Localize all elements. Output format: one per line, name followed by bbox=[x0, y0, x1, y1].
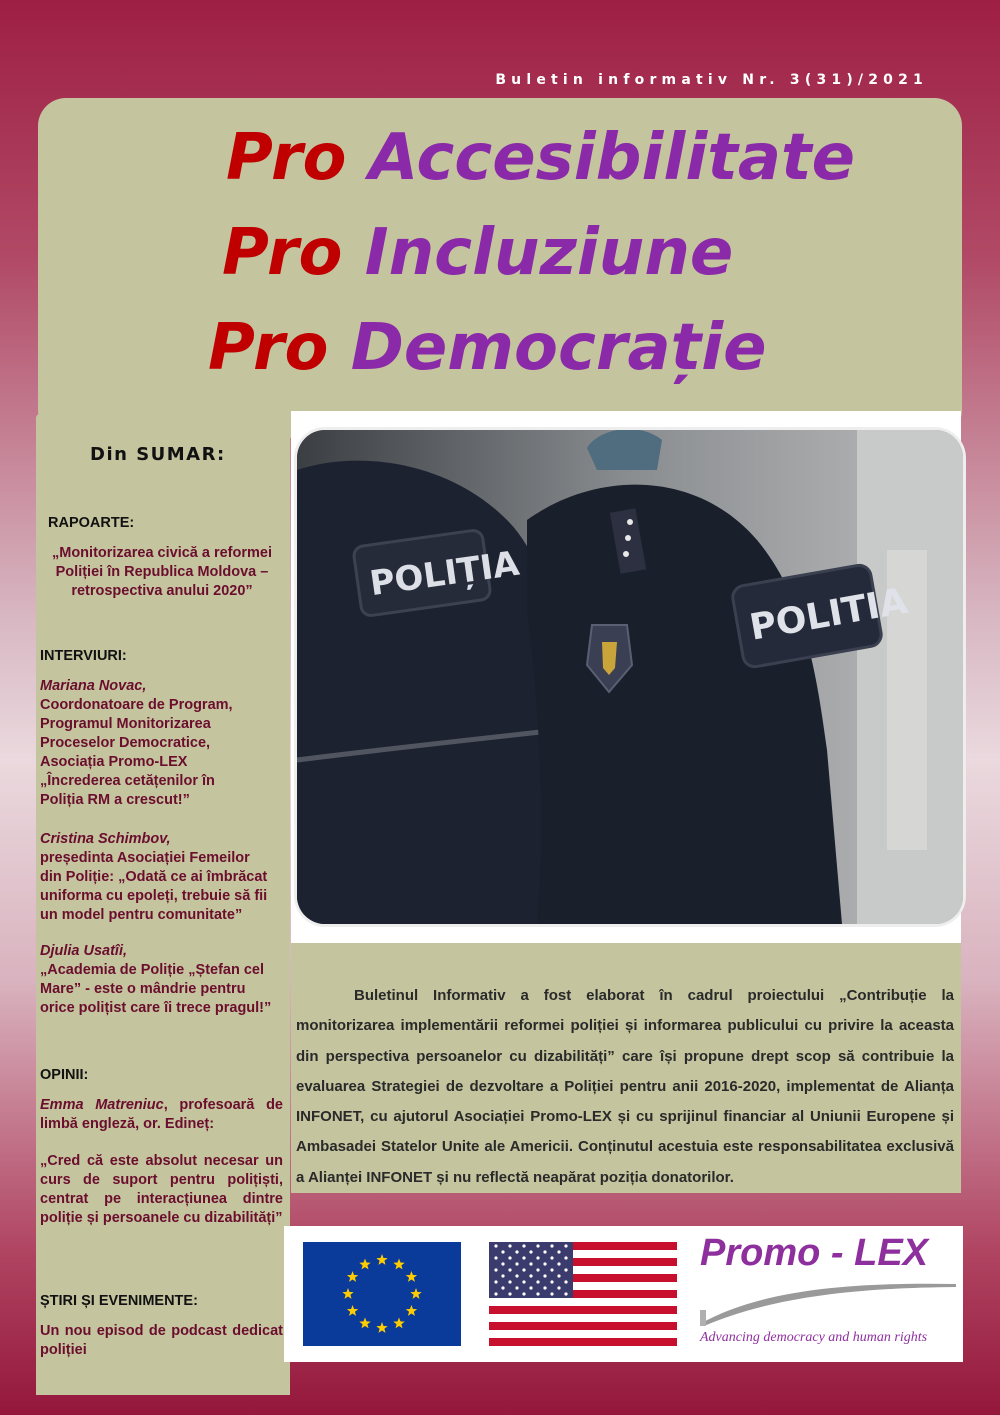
opinion-quote: „Cred că este absolut necesar un curs de suport pentru polițiști, centrat pe interacțiunea dintre poliție și persoanele cu dizabilități” bbox=[40, 1153, 283, 1226]
us-star bbox=[536, 1244, 539, 1247]
us-star bbox=[550, 1256, 553, 1259]
us-stripe bbox=[489, 1298, 677, 1306]
interview-3-line-3: orice polițist care îi trece pragul!” bbox=[40, 1000, 272, 1016]
us-star bbox=[536, 1280, 539, 1283]
us-star bbox=[522, 1244, 525, 1247]
sidebar-heading: Din SUMAR: bbox=[90, 444, 226, 465]
interview-item-2 bbox=[40, 830, 290, 925]
us-star bbox=[494, 1268, 497, 1271]
us-star bbox=[494, 1280, 497, 1283]
opinion-name: Emma Matreniuc bbox=[40, 1097, 164, 1113]
eu-flag-icon bbox=[303, 1242, 461, 1346]
us-star bbox=[536, 1256, 539, 1259]
us-star bbox=[515, 1262, 518, 1265]
badge-left-text: POLIȚIA bbox=[367, 543, 522, 605]
us-star bbox=[557, 1274, 560, 1277]
us-star bbox=[515, 1250, 518, 1253]
interview-1-line-6: Poliția RM a crescut!” bbox=[40, 792, 190, 808]
police-photo bbox=[297, 430, 963, 924]
us-star bbox=[543, 1274, 546, 1277]
us-star bbox=[529, 1262, 532, 1265]
interview-1-line-3: Proceselor Democratice, bbox=[40, 735, 211, 751]
interview-1-line-1: Coordonatoare de Program, bbox=[40, 697, 233, 713]
title-pro-1: Pro bbox=[226, 121, 347, 195]
interview-1-line-5: „Încrederea cetățenilor în bbox=[40, 773, 215, 789]
us-star bbox=[564, 1280, 567, 1283]
us-star bbox=[529, 1286, 532, 1289]
us-star bbox=[522, 1268, 525, 1271]
us-star bbox=[508, 1256, 511, 1259]
us-star bbox=[564, 1292, 567, 1295]
rapoarte-text: „Monitorizarea civică a reformei Poliției în Republica Moldova – retrospectiva anului 2020” bbox=[52, 545, 272, 599]
us-star bbox=[522, 1292, 525, 1295]
opinion-author bbox=[40, 1096, 283, 1134]
title-pro-3: Pro bbox=[208, 311, 329, 385]
us-star bbox=[529, 1250, 532, 1253]
interview-1-line-4: Asociația Promo-LEX bbox=[40, 754, 188, 770]
us-star bbox=[564, 1268, 567, 1271]
title-line-2 bbox=[222, 215, 733, 291]
section-label-opinii: OPINII: bbox=[40, 1067, 89, 1083]
us-star bbox=[557, 1286, 560, 1289]
us-star bbox=[564, 1244, 567, 1247]
us-star bbox=[543, 1250, 546, 1253]
interview-item-3 bbox=[40, 942, 290, 1018]
us-star bbox=[564, 1256, 567, 1259]
interview-2-line-1: președinta Asociației Femeilor bbox=[40, 850, 250, 866]
us-flag-icon bbox=[489, 1242, 677, 1346]
interview-name-2: Cristina Schimbov, bbox=[40, 831, 171, 847]
opinion-role: , profesoară de limbă engleză, or. Edineț: bbox=[40, 1097, 283, 1132]
us-star bbox=[508, 1292, 511, 1295]
interview-3-line-1: „Academia de Poliție „Ștefan cel bbox=[40, 962, 265, 978]
us-star bbox=[494, 1244, 497, 1247]
us-star bbox=[550, 1292, 553, 1295]
us-star bbox=[508, 1268, 511, 1271]
us-star bbox=[522, 1256, 525, 1259]
us-stripe bbox=[489, 1306, 677, 1314]
us-star bbox=[550, 1244, 553, 1247]
us-star bbox=[543, 1286, 546, 1289]
police-illustration bbox=[297, 430, 963, 924]
us-star bbox=[515, 1274, 518, 1277]
section-label-rapoarte: RAPOARTE: bbox=[48, 515, 135, 531]
us-star bbox=[501, 1286, 504, 1289]
interview-name-3: Djulia Usatîi, bbox=[40, 943, 128, 959]
issue-number: Buletin informativ Nr. 3(31)/2021 bbox=[495, 72, 928, 88]
title-pro-2: Pro bbox=[222, 216, 343, 290]
us-star bbox=[557, 1262, 560, 1265]
interview-2-line-2: din Poliție: „Odată ce ai îmbrăcat bbox=[40, 869, 268, 885]
us-star bbox=[529, 1274, 532, 1277]
us-star bbox=[508, 1244, 511, 1247]
us-star bbox=[501, 1262, 504, 1265]
us-star bbox=[536, 1268, 539, 1271]
us-stripe bbox=[489, 1330, 677, 1338]
us-star bbox=[550, 1268, 553, 1271]
us-stripe bbox=[489, 1314, 677, 1322]
us-star bbox=[550, 1280, 553, 1283]
title-word-2: Incluziune bbox=[364, 216, 734, 290]
section-label-stiri: ȘTIRI ȘI EVENIMENTE: bbox=[40, 1293, 198, 1309]
us-star bbox=[501, 1250, 504, 1253]
promo-lex-logo-name: Promo - LEX bbox=[700, 1232, 929, 1274]
title-line-1 bbox=[226, 120, 855, 196]
title-word-3: Democrație bbox=[350, 311, 767, 385]
interview-item-1 bbox=[40, 677, 286, 810]
section-label-interviuri: INTERVIURI: bbox=[40, 648, 127, 664]
us-star bbox=[501, 1274, 504, 1277]
us-stripe bbox=[489, 1338, 677, 1346]
badge-right-text: POLITIA bbox=[746, 580, 911, 649]
promo-lex-swoosh-icon bbox=[700, 1280, 956, 1326]
promo-lex-tagline: Advancing democracy and human rights bbox=[700, 1330, 928, 1345]
interview-1-line-2: Programul Monitorizarea bbox=[40, 716, 211, 732]
interview-3-line-2: Mare” - este o mândrie pentru bbox=[40, 981, 246, 997]
us-star bbox=[494, 1292, 497, 1295]
us-star bbox=[508, 1280, 511, 1283]
us-star bbox=[522, 1280, 525, 1283]
stiri-text: Un nou episod de podcast dedicat poliției bbox=[40, 1323, 283, 1358]
us-star bbox=[557, 1250, 560, 1253]
interview-2-line-3: uniforma cu epoleți, trebuie să fii bbox=[40, 888, 268, 904]
title-line-3 bbox=[208, 310, 767, 386]
project-info-text bbox=[296, 981, 954, 1193]
us-star bbox=[543, 1262, 546, 1265]
interview-2-line-4: un model pentru comunitate” bbox=[40, 907, 243, 923]
us-star bbox=[494, 1256, 497, 1259]
us-stripe bbox=[489, 1322, 677, 1330]
interview-name-1: Mariana Novac, bbox=[40, 678, 147, 694]
project-info-body: Buletinul Informativ a fost elaborat în cadrul proiectului „Contribuție la monitorizarea implementării reformei poliției și informarea publicului cu privire la aceasta din perspectiva persoanelor cu dizabilități” care își propune drept scop să contribuie la evaluarea Strategiei de dezvoltare a Poliției pentru anii 2016-2020, implementat de Alianța INFONET, cu ajutorul Asociației Promo-LEX și cu sprijinul financiar al Uniunii Europene și Ambasadei Statelor Unite ale Americii. Conținutul acestuia este responsabilitatea exclusivă a Alianței INFONET și nu reflectă neapărat poziția donatorilor. bbox=[296, 987, 954, 1186]
us-star bbox=[536, 1292, 539, 1295]
us-star bbox=[515, 1286, 518, 1289]
title-word-1: Accesibilitate bbox=[368, 121, 856, 195]
